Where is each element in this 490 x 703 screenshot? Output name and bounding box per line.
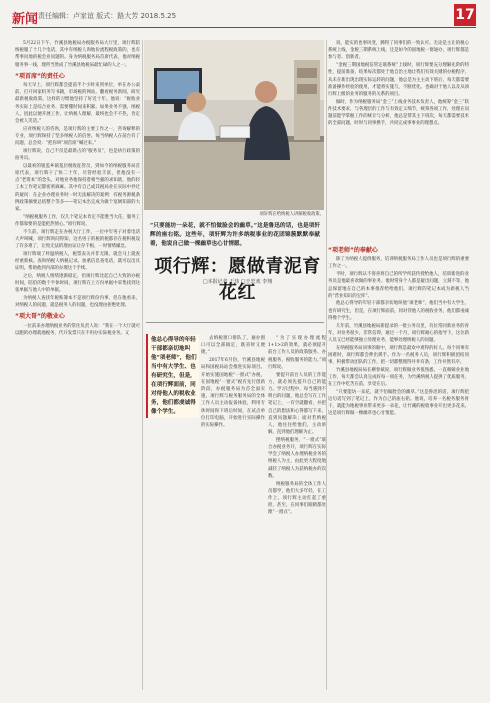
paragraph: 项行辉端了杯温纳税人，税票表关并非无限，就会马上就查经重新核。查询纳税人纳税记录。加重信息查电话，就可以出具证明。帮助他到内部的办理这个手续。 [15,251,140,272]
page-header [0,0,490,34]
lead-quote: “只要能坊一朵花，就不怕做脸会的幽草。”这是鲁迅的话，也是项轩辉的座右铭。这些年，项轩辉为许多纳税事业的花团锦簇默默奉献着，他说自己做一棵幽草也心甘情愿。 [150,223,320,247]
byline: □本报记者 王玮 □王忠欢 李翔 [202,279,273,285]
paragraph: 5月22日下午，竹溪县地税局办税服务局大厅里，项行辉陪纳税服了十几个电话，其中有纳税人询地价流程税政策的，也有帮事问地的税会业问题的。身为纳税服务局首席代表，他对纳税服务事一线，理所当然成了竹溪县地税局最忙碌的人之一。 [15,41,140,68]
paragraph: 纳税服务局的全体工作人员都学，他们大多年轻，在工作上，项行辉主动扛起了重担，甚至，在同事们眼睛都处理“一窗式”。 [268,481,326,516]
news-photo [144,40,324,210]
paragraph: 应对纳税人的咨询，是项行辉的主要工作之一，咨询解释的专业，项行辉保持了坚多纳税人的信誉。每当纳税人在前台有了问题，总会说：“把你叫“项首席”喊过来。” [15,126,140,147]
article-column-3 [328,40,469,128]
paragraph: “只要能坊一朵花，就不怕做脸会的幽草。”这是鲁迅的话，项行辉把这句话写到了笔记上，作为自己的座右铭。他说，培养一名税务服务骨干，就能为地税事业带来更多一朵花，让竹溪的税收事业开出更多花来。这是项行辉做一棵幽草也心甘情愿。 [328,389,469,417]
paragraph: 平时，项行辉认不客喜将自己的所学所获传授给他人，培训新进的业务员是他最喜欢做的事业务。他时常身个人都是疑出问题，立刻不等，他总保留地在自己的本事推荐给给他们。项行辉的笔记本成为新税人当的“营业知识的宝库”。 [328,272,469,299]
article-column-1 [15,40,140,337]
paragraph: 为纳税人查找年税账簿本不是项行辉份内事，但在他看来，对纳税人的问题，就是税务人的问题，也没理由拒绝处理。 [15,295,140,309]
paragraph: 几年前，竹溪县地税局新提录的一批公务员里，有位常同新业务的青年，对业务很少，非常信仰，通过一个月，项行辉耐心的指导下，这位新人员又已经能够独立处理业务，能够处理纳税人的问题。 [328,323,469,343]
subheading: “项首席”的责任心 [15,72,65,80]
paragraph: “为了实现办理流程1+1>2的效果，就必须提升前台工作人员的政策服务、办税服务、税收服务的能力。”项行辉说。 [268,336,326,370]
article-column-2a [201,335,265,430]
photo-caption: 项轩辉在给纳税人讲解税收政策。 [259,212,324,217]
header-meta: 责任编辑：卢家谊 版式：路大芳 2018.5.25 [38,12,177,20]
paragraph: “金税三期国地税信管定联系统”上线时，项行辉要充分理解先阶的特性，提前准备，结果每次都处于他自治主地让我们有效关键的办税程序，从未在新出现出现实际运转的问题，他总是为主主动下班后，每天都需要准备操作经验的使用，才能将实施与，不断优化。也确对于他人以及从项行辉上级的业务的服务的关系的项目。 [328,63,469,97]
subheading: “项老师”的奉献心 [328,247,378,254]
paragraph: 一位前来办理纳税业务的常住负责人说：“我在一个大厅就可以跑的办理就地税务，代开发票只在不用办实际税业务。又 [15,323,140,336]
section-title: 新闻 [12,12,39,27]
paragraph: 在纳税服务局同事的眼中，项行辉是最欢中难得的好人。每个同事有困难时，项行辉都会伸出援手。作为一名税务人员，项行辉积极团结同事，积极带动团队的工作，把一切都整理得井井有条，工作井然有序。 [328,345,469,366]
column-divider [142,40,143,690]
subheading: “项大哥”的敬业心 [15,313,65,321]
paragraph: 除了为纳税人提供服务，培训纳税服务局工作人员也是项行辉的重要工作之一。 [328,257,469,270]
paragraph: 去纳税窗口排队了，通办窗口可以全部搞定，既省时又便捷。” [201,336,265,356]
paragraph: 他总心得导的年轻干部都亲切地叫他“项老师”，他们当中有大学生、也有研究生，但是，在项行辉面前，同对待他人的税收业务，他们都虔诚得像个学生。 [328,301,469,321]
paragraph: 以最初的银监乡镇基层税收征管员，到如今的纳税服务局首席代表，项行辉干了快二十年，尽管经验丰富，但他没有一点“老资本”的念头，对地业务他保持着相当强的求知欲，他的轻工本工作笔记都密密麻麻。其中有自己或其税局业在实际中抄过的疑问：在企业办理业务时一时无法解决的案例：有税务源税条例政策摘要总结整个等多——笔记本出完成为做个宽阔知部的大家。 [15,163,140,212]
paragraph: “纳税税服务工作，仅几个笔记本肯定不能胜当大任，服务工作都靠要的是能把热情心。”项行辉说。 [15,214,140,227]
paragraph: 之后，纳税人情绪逐渐稳定，但项行辉比起自己大致的办税时间，陪伯的数个半休时间，项行辉在上万份单据中采集找到这张单据与他人中的单据。 [15,273,140,294]
article-column-3b [328,243,469,418]
paragraph: 做时，作为纳税服务局“金三”上线业务技术负责人，他统筹“金三”软件技术要求，与各理层的工作与有效定义细节，统筹各项工作，处理在问题前能学掌握工作的统计与分析，他总是帮其主下班次，每天都需要技术的全部问题，时时与同事携手，共同完成事事业的理想点。 [328,99,469,127]
paragraph: 2017年6月份，竹溪县地税局和国税局站会推进实际项目。开始实施国地税“一窗式”办税，在国地税“一窗式”税有先行创新阶段，办税服务局为首全面实施，项行辉与税务服务局的全体工作人员主动报备体验，利用专休时间和下班后时间，在试点单位打印电脑，开始进行实际操作的实际操作。 [201,358,265,428]
paragraph: 说，能实的也事风变，腾得了同事们的一致认可。无论是主让的税心系统上线，金税三期系统上线，还是如今的国地税一窗通办，项行辉都是参与者、创新者。 [328,41,469,61]
paragraph: 每天早上，项行辉都会提前半个小时来到单位，单在办公桌前，打开回家机务写书籍，市场税的网站，翻看税务新闻，研究最新税收政策。这样的习惯他坚持了好近十年。他说：“税收业务实际上是综合业务，需要懂时间来积累。如果业务不强，纳税人，因此以便开展工作，让纳税人理解，最终也会不不热，肯定会被人笑话。” [15,83,140,125]
column-divider [326,40,327,690]
headline: 项行辉：愿做青泥育花红 [154,256,321,303]
paragraph: 摆纳税服务，“一窗式”联合办税业务开，项行辉在实际学会了纳税人办理纳税业务的纳税人为主，由此更大程度地减轻了纳税人为获纳税办的次数。 [268,437,326,479]
paragraph: 不久前，项行辉走在办税大厅工作，一位中年男子对着电话大声叫喊，项行辉询问得知，这名男子的税的税都存在税积税设了许多难了，让致无法的理由证让存千根，一时情绪燥急。 [15,229,140,249]
photo-illustration [144,40,324,210]
page-number-badge: 17 [454,4,476,26]
paragraph: 竹溪县地税局局长柳春斌说，项行辉做业务很熟悉，一直兢兢业业地工作，每天都会认真完成好每一项任务，为竹溪纳税人提供了优质服务，在工作中吃苦在前，享受在后。 [328,367,469,388]
paragraph: 项行辉说，自己不仅是最新占的“服务员”，也是执行政策的拍务员。 [15,148,140,162]
pull-quote: 他总心得导的年轻干部都亲切地叫他“项老师”，他们当中有大学生、也有研究生，但是，在项行辉面前，同对待他人的税收业务，他们都虔诚得像个学生。 [146,334,199,418]
article-column-2b [268,335,326,517]
headline-rule [146,322,324,323]
header-rule [12,27,476,28]
paragraph: 要提升前台人员的工作能力，就必须先提升自己的能力。学习过程中，每当遇到不明白的问题，他总会写在工作笔记上，一有空就翻看，并把自己的想法和心得都写下来，直到问题解决；面对若纳税人，他往往给他们，主动讲解，直到他们理解为止。 [268,372,326,436]
